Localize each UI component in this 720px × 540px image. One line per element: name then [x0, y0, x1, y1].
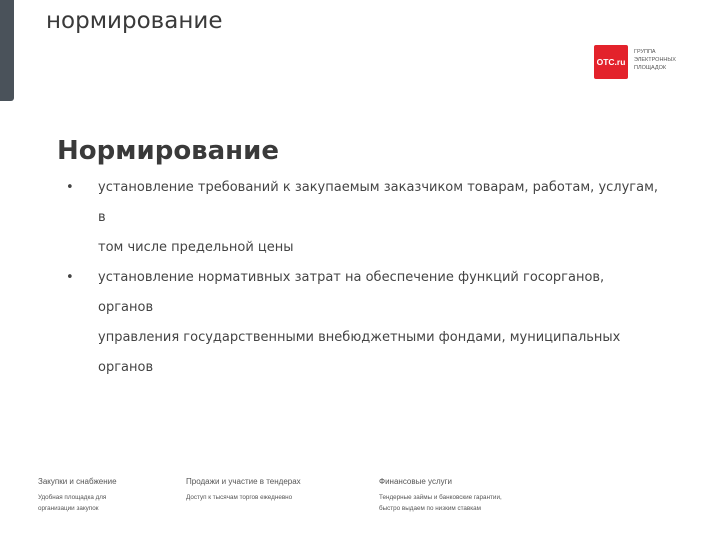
- side-accent-bar: [0, 0, 14, 101]
- logo-caption: [634, 48, 704, 72]
- logo-mark: OTC.ru: [594, 45, 628, 79]
- logo-caption-line: ЭЛЕКТРОННЫХ: [634, 57, 676, 63]
- bullet-text-line: управления государственными внебюджетными фондами, муниципальных органов: [98, 330, 621, 375]
- bullet-text-line: установление нормативных затрат на обеспечение функций госорганов, органов: [98, 270, 605, 315]
- header-title: нормирование: [46, 8, 223, 34]
- footer-column-title: Закупки и снабжение: [38, 477, 117, 486]
- logo-caption-line: ПЛОЩАДОК: [634, 65, 667, 71]
- bullet-dot-icon: •: [66, 270, 74, 285]
- slide-heading: Нормирование: [57, 136, 279, 166]
- footer-column-procurement: [38, 476, 148, 514]
- footer-column-text: быстро выдаем по низким ставкам: [379, 505, 481, 512]
- footer: [0, 476, 720, 540]
- bullet-text-line: установление требований к закупаемым заказчиком товарам, работам, услугам, в: [98, 180, 659, 225]
- footer-column-text: Доступ к тысячам торгов ежедневно: [186, 494, 293, 501]
- footer-column-finance: [379, 476, 554, 514]
- bullet-item: [62, 263, 662, 383]
- bullet-text-line: том числе предельной цены: [98, 240, 294, 255]
- footer-column-sales: [186, 476, 336, 503]
- footer-column-text: Удобная площадка для: [38, 494, 107, 501]
- bullet-dot-icon: •: [66, 180, 74, 195]
- footer-column-text: организации закупок: [38, 505, 99, 512]
- footer-column-title: Продажи и участие в тендерах: [186, 477, 301, 486]
- footer-column-text: Тендерные займы и банковские гарантии,: [379, 494, 502, 501]
- bullet-list: [62, 173, 662, 383]
- footer-column-title: Финансовые услуги: [379, 477, 453, 486]
- logo-caption-line: ГРУППА: [634, 49, 656, 55]
- bullet-item: [62, 173, 662, 263]
